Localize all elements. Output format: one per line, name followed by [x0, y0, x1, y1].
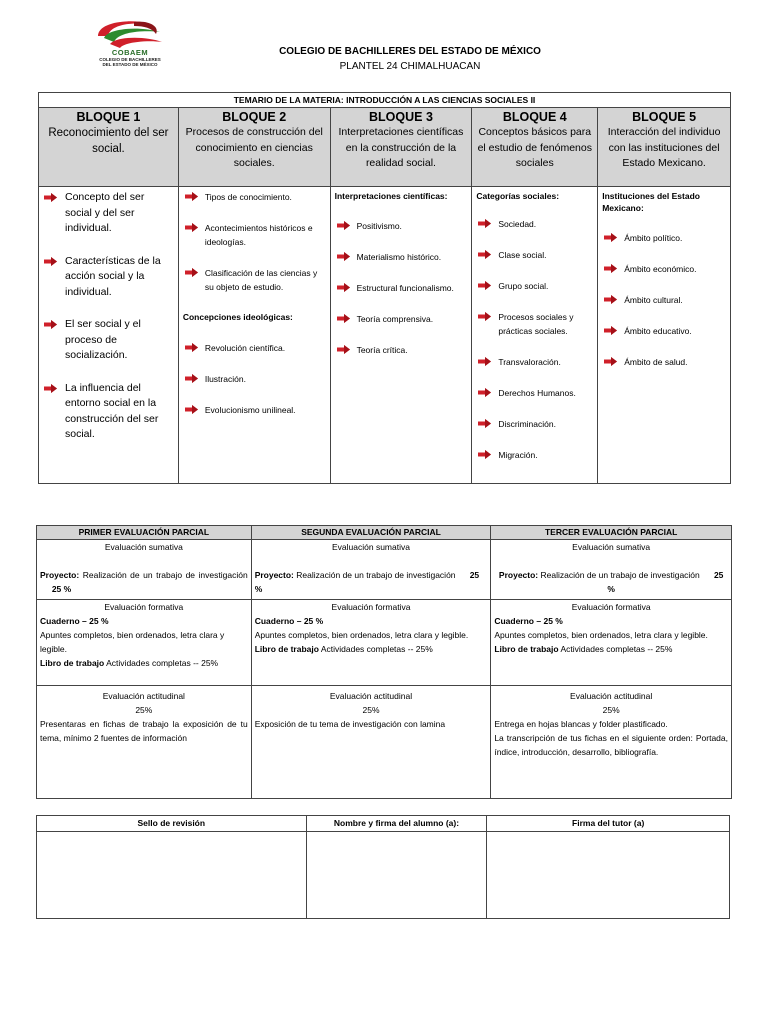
- red-arrow-icon: [478, 312, 491, 321]
- cobaem-emblem-icon: [90, 16, 170, 50]
- school-name: COLEGIO DE BACHILLERES DEL ESTADO DE MÉXICO: [279, 46, 541, 57]
- list-item: Derechos Humanos.: [476, 386, 593, 400]
- red-arrow-icon: [478, 419, 491, 428]
- formativa-label: Evaluación formativa: [331, 602, 411, 612]
- list-item: Sociedad.: [476, 217, 593, 231]
- tutor-header: Firma del tutor (a): [487, 816, 730, 832]
- list-item: Acontecimientos históricos e ideologías.: [183, 221, 326, 249]
- subheading: Concepciones ideológicas:: [182, 312, 293, 322]
- temario-title: TEMARIO DE LA MATERIA: INTRODUCCIÓN A LAS CIENCIAS SOCIALES II: [39, 93, 731, 108]
- actitudinal-text: Entrega en hojas blancas y folder plastificado.: [494, 719, 668, 729]
- list-item: Discriminación.: [476, 417, 593, 431]
- list-item: Clasificación de las ciencias y su objeto de estudio.: [183, 266, 326, 294]
- sumativa-cell-1: [37, 540, 252, 600]
- libro-line: Libro de trabajo Actividades completas -- 25%: [494, 644, 673, 654]
- signature-table: [36, 815, 730, 919]
- red-arrow-icon: [604, 233, 617, 242]
- actitudinal-text: Exposición de tu tema de investigación con lamina: [254, 719, 446, 729]
- formativa-cell-2: [251, 600, 491, 686]
- sumativa-cell-3: [491, 540, 732, 600]
- list-item: Revolución científica.: [183, 341, 326, 355]
- cuaderno-line: Cuaderno – 25 %: [40, 616, 109, 626]
- libro-line: Libro de trabajo Actividades completas -- 25%: [254, 644, 433, 654]
- red-arrow-icon: [604, 295, 617, 304]
- list-item: Teoría comprensiva.: [335, 312, 468, 326]
- red-arrow-icon: [44, 384, 57, 393]
- list-item: Características de la acción social y la individual.: [43, 254, 174, 301]
- subheading: Categorías sociales:: [476, 191, 560, 201]
- sumativa-label: Evaluación sumativa: [572, 542, 651, 552]
- cobaem-logo: [60, 16, 200, 72]
- alumno-signature-cell: [306, 832, 487, 919]
- actitudinal-cell-2: [251, 686, 491, 799]
- list-item: Ámbito educativo.: [602, 324, 726, 338]
- red-arrow-icon: [478, 357, 491, 366]
- red-arrow-icon: [337, 345, 350, 354]
- red-arrow-icon: [604, 357, 617, 366]
- red-arrow-icon: [478, 281, 491, 290]
- actitudinal-extra-text: La transcripción de tus fichas en el siguiente orden: Portada, índice, introducción, desarrollo, bibliografía.: [494, 733, 728, 757]
- apuntes-text: Apuntes completos, bien ordenados, letra clara y legible.: [254, 630, 469, 640]
- bloque-5-header: BLOQUE 5 Interacción del individuo con las instituciones del Estado Mexicano.: [598, 108, 731, 187]
- red-arrow-icon: [44, 320, 57, 329]
- list-item: Clase social.: [476, 248, 593, 262]
- red-arrow-icon: [185, 405, 198, 414]
- list-item: Ámbito político.: [602, 231, 726, 245]
- apuntes-text: Apuntes completos, bien ordenados, letra clara y legible.: [40, 630, 225, 654]
- campus-name: PLANTEL 24 CHIMALHUACAN: [339, 61, 481, 72]
- list-item: Teoría crítica.: [335, 343, 468, 357]
- red-arrow-icon: [185, 343, 198, 352]
- list-item: Concepto del ser social y del ser individual.: [43, 190, 174, 237]
- eval-header-3: TERCER EVALUACIÓN PARCIAL: [491, 526, 732, 540]
- logo-brand-text: COBAEM: [111, 48, 149, 57]
- list-item: Procesos sociales y prácticas sociales.: [476, 310, 593, 338]
- actitudinal-label: Evaluación actitudinal: [329, 691, 413, 701]
- bloque-3-header: BLOQUE 3 Interpretaciones científicas en la construcción de la realidad social.: [330, 108, 472, 187]
- actitudinal-label: Evaluación actitudinal: [102, 691, 185, 701]
- list-item: La influencia del entorno social en la construcción del ser social.: [43, 381, 174, 443]
- list-item: Grupo social.: [476, 279, 593, 293]
- red-arrow-icon: [337, 314, 350, 323]
- bloque-4-content: [472, 187, 598, 484]
- red-arrow-icon: [185, 223, 198, 232]
- red-arrow-icon: [44, 193, 57, 202]
- bloque-5-content: [598, 187, 731, 484]
- sumativa-cell-2: [251, 540, 491, 600]
- tutor-signature-cell: [487, 832, 730, 919]
- list-item: Ámbito económico.: [602, 262, 726, 276]
- list-item: Tipos de conocimiento.: [183, 190, 326, 204]
- list-item: Estructural funcionalismo.: [335, 281, 468, 295]
- formativa-label: Evaluación formativa: [104, 602, 184, 612]
- red-arrow-icon: [337, 221, 350, 230]
- formativa-cell-3: [491, 600, 732, 686]
- actitudinal-cell-1: [37, 686, 252, 799]
- list-item: Ámbito cultural.: [602, 293, 726, 307]
- list-item: Positivismo.: [335, 219, 468, 233]
- red-arrow-icon: [185, 192, 198, 201]
- libro-line: Libro de trabajo Actividades completas -- 25%: [40, 658, 219, 668]
- red-arrow-icon: [478, 450, 491, 459]
- red-arrow-icon: [337, 283, 350, 292]
- actitudinal-label: Evaluación actitudinal: [570, 691, 653, 701]
- logo-sub-text: COLEGIO DE BACHILLERES DEL ESTADO DE MÉXICO: [99, 57, 161, 67]
- cuaderno-line: Cuaderno – 25 %: [494, 616, 563, 626]
- proyecto-text: Proyecto: Realización de un trabajo de investigación 25 %: [40, 570, 248, 594]
- formativa-label: Evaluación formativa: [571, 602, 651, 612]
- actitudinal-pct: 25%: [362, 705, 380, 715]
- cuaderno-line: Cuaderno – 25 %: [254, 616, 324, 626]
- red-arrow-icon: [478, 250, 491, 259]
- red-arrow-icon: [337, 252, 350, 261]
- bloque-2-content: [178, 187, 330, 484]
- list-item: Ámbito de salud.: [602, 355, 726, 369]
- red-arrow-icon: [185, 268, 198, 277]
- alumno-header: Nombre y firma del alumno (a):: [306, 816, 487, 832]
- subheading: Instituciones del Estado Mexicano:: [602, 191, 700, 213]
- temario-table: [38, 92, 731, 484]
- subheading: Interpretaciones científicas:: [334, 191, 448, 201]
- list-item: Evolucionismo unilineal.: [183, 403, 326, 417]
- list-item: Materialismo histórico.: [335, 250, 468, 264]
- bloque-4-header: BLOQUE 4 Conceptos básicos para el estudio de fenómenos sociales: [472, 108, 598, 187]
- bloque-2-header: BLOQUE 2 Procesos de construcción del conocimiento en ciencias sociales.: [178, 108, 330, 187]
- eval-header-1: PRIMER EVALUACIÓN PARCIAL: [37, 526, 252, 540]
- list-item: Transvaloración.: [476, 355, 593, 369]
- formativa-cell-1: [37, 600, 252, 686]
- proyecto-text: Proyecto: Realización de un trabajo de investigación 25 %: [498, 570, 724, 594]
- bloque-1-header: BLOQUE 1 Reconocimiento del ser social.: [39, 108, 179, 187]
- list-item: El ser social y el proceso de socialización.: [43, 317, 174, 364]
- red-arrow-icon: [478, 219, 491, 228]
- red-arrow-icon: [478, 388, 491, 397]
- red-arrow-icon: [185, 374, 198, 383]
- list-item: Migración.: [476, 448, 593, 462]
- actitudinal-pct: 25%: [135, 705, 153, 715]
- eval-header-2: SEGUNDA EVALUACIÓN PARCIAL: [251, 526, 491, 540]
- sello-cell: [37, 832, 307, 919]
- red-arrow-icon: [604, 264, 617, 273]
- sumativa-label: Evaluación sumativa: [104, 542, 183, 552]
- bloque-3-content: [330, 187, 472, 484]
- red-arrow-icon: [44, 257, 57, 266]
- list-item: Ilustración.: [183, 372, 326, 386]
- red-arrow-icon: [604, 326, 617, 335]
- actitudinal-pct: 25%: [602, 705, 620, 715]
- apuntes-text: Apuntes completos, bien ordenados, letra clara y legible.: [494, 630, 708, 640]
- bloque-1-content: [39, 187, 179, 484]
- evaluation-table: [36, 525, 732, 799]
- sello-header: Sello de revisión: [37, 816, 307, 832]
- proyecto-text: Proyecto: Realización de un trabajo de investigación 25 %: [254, 570, 480, 594]
- actitudinal-text: Presentaras en fichas de trabajo la exposición de tu tema, mínimo 2 fuentes de información: [40, 719, 248, 743]
- actitudinal-cell-3: [491, 686, 732, 799]
- sumativa-label: Evaluación sumativa: [332, 542, 410, 552]
